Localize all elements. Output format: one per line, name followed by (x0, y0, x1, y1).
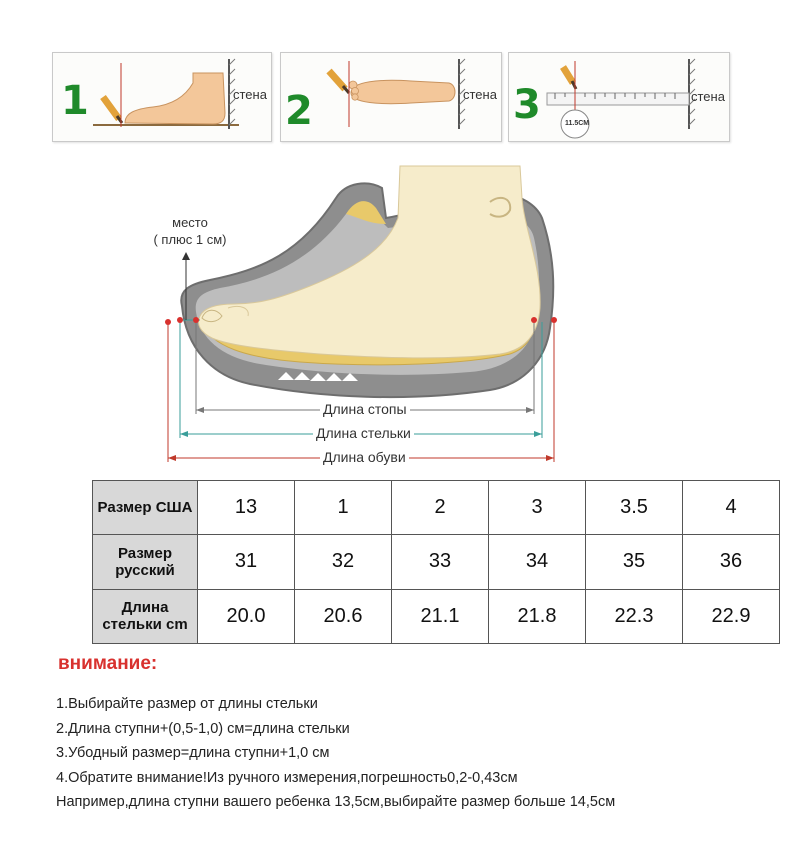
pencil-icon (563, 67, 576, 89)
step-2-panel (280, 52, 502, 142)
step-3-ruler-reading: 11.5CM (565, 120, 590, 127)
table-cell: 3.5 (586, 481, 683, 535)
row-header-us-size: Размер США (93, 481, 198, 535)
step-3-number: 3 (513, 82, 541, 128)
extra-space-value: ( плюс 1 см) (153, 232, 227, 247)
table-cell: 36 (683, 535, 780, 589)
note-line-1: 1.Выбирайте размер от длины стельки (56, 696, 318, 712)
step-3-panel (508, 52, 730, 142)
table-cell: 34 (489, 535, 586, 589)
notes-list (56, 694, 615, 817)
table-cell: 22.3 (586, 589, 683, 643)
shoe-length-label: Длина обуви (320, 449, 409, 465)
table-row-us-size (93, 481, 780, 535)
row-header-russian-size: Размер русский (93, 535, 198, 589)
note-line-4: 4.Обратите внимание!Из ручного измерения,погрешность0,2-0,43см (56, 769, 518, 786)
table-cell: 20.6 (295, 589, 392, 643)
table-cell: 32 (295, 535, 392, 589)
table-cell: 21.8 (489, 589, 586, 643)
attention-title: внимание: (58, 653, 158, 674)
note-line-2: 2.Длина ступни+(0,5-1,0) см=длина стельки (56, 720, 350, 737)
size-chart-table (92, 480, 780, 644)
table-cell: 21.1 (392, 589, 489, 643)
step-2-number: 2 (285, 88, 313, 134)
row-header-insole-length: Длина стельки cm (93, 589, 198, 643)
table-cell: 33 (392, 535, 489, 589)
table-cell: 35 (586, 535, 683, 589)
extra-space-title: место (172, 215, 208, 230)
step-1-wall-label: стена (233, 87, 267, 102)
extra-space-label (140, 214, 240, 248)
insole-length-label: Длина стельки (313, 425, 414, 441)
foot-measurement-diagram (150, 158, 580, 470)
note-line-3: 3.Убодный размер=длина ступни+1,0 см (56, 745, 330, 761)
step-3-wall-label: стена (691, 89, 725, 104)
table-cell: 22.9 (683, 589, 780, 643)
foot-length-label: Длина стопы (320, 401, 410, 417)
measurement-steps (52, 52, 728, 142)
table-cell: 31 (198, 535, 295, 589)
step-2-wall-label: стена (463, 87, 497, 102)
note-line-5: Например,длина ступни вашего ребенка 13,5см,выбирайте размер больше 14,5см (56, 794, 616, 810)
table-row-russian-size (93, 535, 780, 589)
pencil-icon (329, 71, 349, 93)
table-cell: 3 (489, 481, 586, 535)
step-1-panel (52, 52, 272, 142)
ruler-icon (547, 93, 689, 105)
pencil-icon (103, 97, 122, 123)
shoe-foot-illustration (150, 158, 580, 470)
table-cell: 20.0 (198, 589, 295, 643)
table-cell: 13 (198, 481, 295, 535)
step-1-number: 1 (61, 78, 89, 124)
table-cell: 2 (392, 481, 489, 535)
table-cell: 1 (295, 481, 392, 535)
table-cell: 4 (683, 481, 780, 535)
table-row-insole-length (93, 589, 780, 643)
